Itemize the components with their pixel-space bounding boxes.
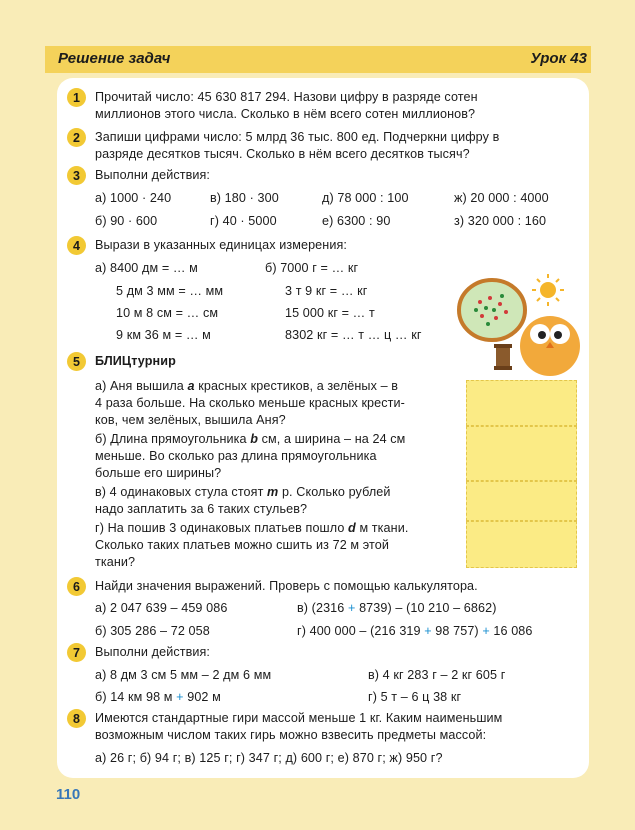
- task5g-line2: Сколько таких платьев можно сшить из 72 м этой: [95, 538, 389, 552]
- task1-line2: миллионов этого числа. Сколько в нём всего сотен миллионов?: [95, 107, 476, 121]
- task-number-1: 1: [67, 88, 86, 107]
- task7-item-g: г) 5 т – 6 ц 38 кг: [368, 690, 462, 704]
- task4-right-3: 15 000 кг = … т: [285, 306, 375, 320]
- task3-item-z: з) 320 000 : 160: [454, 214, 547, 228]
- task5b-line1: б) Длина прямоугольника b см, а ширина – на 24 см: [95, 432, 406, 446]
- task-number-8: 8: [67, 709, 86, 728]
- answer-box-v: [466, 481, 577, 521]
- task3-item-g: г) 40 · 5000: [210, 214, 277, 228]
- task6-item-v: в) (2316 + 8739) – (10 210 – 6862): [297, 601, 497, 615]
- answer-box-g: [466, 521, 577, 568]
- task4-title: Вырази в указанных единицах измерения:: [95, 238, 347, 252]
- lesson-label: Урок 43: [530, 50, 587, 67]
- task5a-line2: 4 раза больше. На сколько меньше красных крести-: [95, 396, 405, 410]
- answer-box-a: [466, 380, 577, 426]
- task5a-line3: ков, чем зелёных, вышила Аня?: [95, 413, 286, 427]
- task-number-3: 3: [67, 166, 86, 185]
- task-number-2: 2: [67, 128, 86, 147]
- task7-item-a: а) 8 дм 3 см 5 мм – 2 дм 6 мм: [95, 668, 272, 682]
- task3-item-d: д) 78 000 : 100: [322, 191, 409, 205]
- task4-right-1: б) 7000 г = … кг: [265, 261, 359, 275]
- task6-item-a: а) 2 047 639 – 459 086: [95, 601, 228, 615]
- task6-item-g: г) 400 000 – (216 319 + 98 757) + 16 086: [297, 624, 533, 638]
- task8-line1: Имеются стандартные гири массой меньше 1 кг. Каким наименьшим: [95, 711, 503, 725]
- task3-item-a: а) 1000 · 240: [95, 191, 172, 205]
- task5a-line1: а) Аня вышила a красных крестиков, а зелёных – в: [95, 379, 399, 393]
- task7-title: Выполни действия:: [95, 645, 211, 659]
- owl-embroidery-illustration: [452, 268, 584, 380]
- task4-right-4: 8302 кг = … т … ц … кг: [285, 328, 422, 342]
- answer-box-b: [466, 426, 577, 481]
- task5g-line1: г) На пошив 3 одинаковых платьев пошло d м ткани.: [95, 521, 409, 535]
- section-title: Решение задач: [58, 50, 171, 67]
- task5v-line2: надо заплатить за 6 таких стульев?: [95, 502, 308, 516]
- task8-line2: возможным числом таких гирь можно взвесить предметы массой:: [95, 728, 487, 742]
- task3-item-b: б) 90 · 600: [95, 214, 158, 228]
- task3-item-zh: ж) 20 000 : 4000: [454, 191, 549, 205]
- task8-line3: а) 26 г; б) 94 г; в) 125 г; г) 347 г; д) 600 г; е) 870 г; ж) 950 г?: [95, 751, 443, 765]
- task3-item-v: в) 180 · 300: [210, 191, 279, 205]
- task7-item-b: б) 14 км 98 м + 902 м: [95, 690, 221, 704]
- thread-spool: [496, 346, 510, 368]
- task2-line2: разряде десятков тысяч. Сколько в нём всего десятков тысяч?: [95, 147, 470, 161]
- task5-title: БЛИЦтурнир: [95, 354, 176, 368]
- task4-left-1: а) 8400 дм = … м: [95, 261, 198, 275]
- task5g-line3: ткани?: [95, 555, 136, 569]
- page-number: 110: [56, 786, 81, 803]
- task4-left-4: 9 км 36 м = … м: [116, 328, 211, 342]
- task5b-line2: меньше. Во сколько раз длина прямоугольника: [95, 449, 377, 463]
- task7-item-v: в) 4 кг 283 г – 2 кг 605 г: [368, 668, 506, 682]
- task4-left-3: 10 м 8 см = … см: [116, 306, 219, 320]
- task5b-line3: больше его ширины?: [95, 466, 222, 480]
- task4-left-2: 5 дм 3 мм = … мм: [116, 284, 224, 298]
- task2-line1: Запиши цифрами число: 5 млрд 36 тыс. 800 ед. Подчеркни цифру в: [95, 130, 500, 144]
- task6-title: Найди значения выражений. Проверь с помощью калькулятора.: [95, 579, 478, 593]
- task1-line1: Прочитай число: 45 630 817 294. Назови цифру в разряде сотен: [95, 90, 478, 104]
- task4-right-2: 3 т 9 кг = … кг: [285, 284, 368, 298]
- task-number-6: 6: [67, 577, 86, 596]
- task6-item-b: б) 305 286 – 72 058: [95, 624, 210, 638]
- task-number-7: 7: [67, 643, 86, 662]
- task3-item-e: е) 6300 : 90: [322, 214, 391, 228]
- task3-title: Выполни действия:: [95, 168, 211, 182]
- task-number-4: 4: [67, 236, 86, 255]
- task5v-line1: в) 4 одинаковых стула стоят m р. Сколько рублей: [95, 485, 391, 499]
- task-number-5: 5: [67, 352, 86, 371]
- sun-icon: [532, 274, 564, 306]
